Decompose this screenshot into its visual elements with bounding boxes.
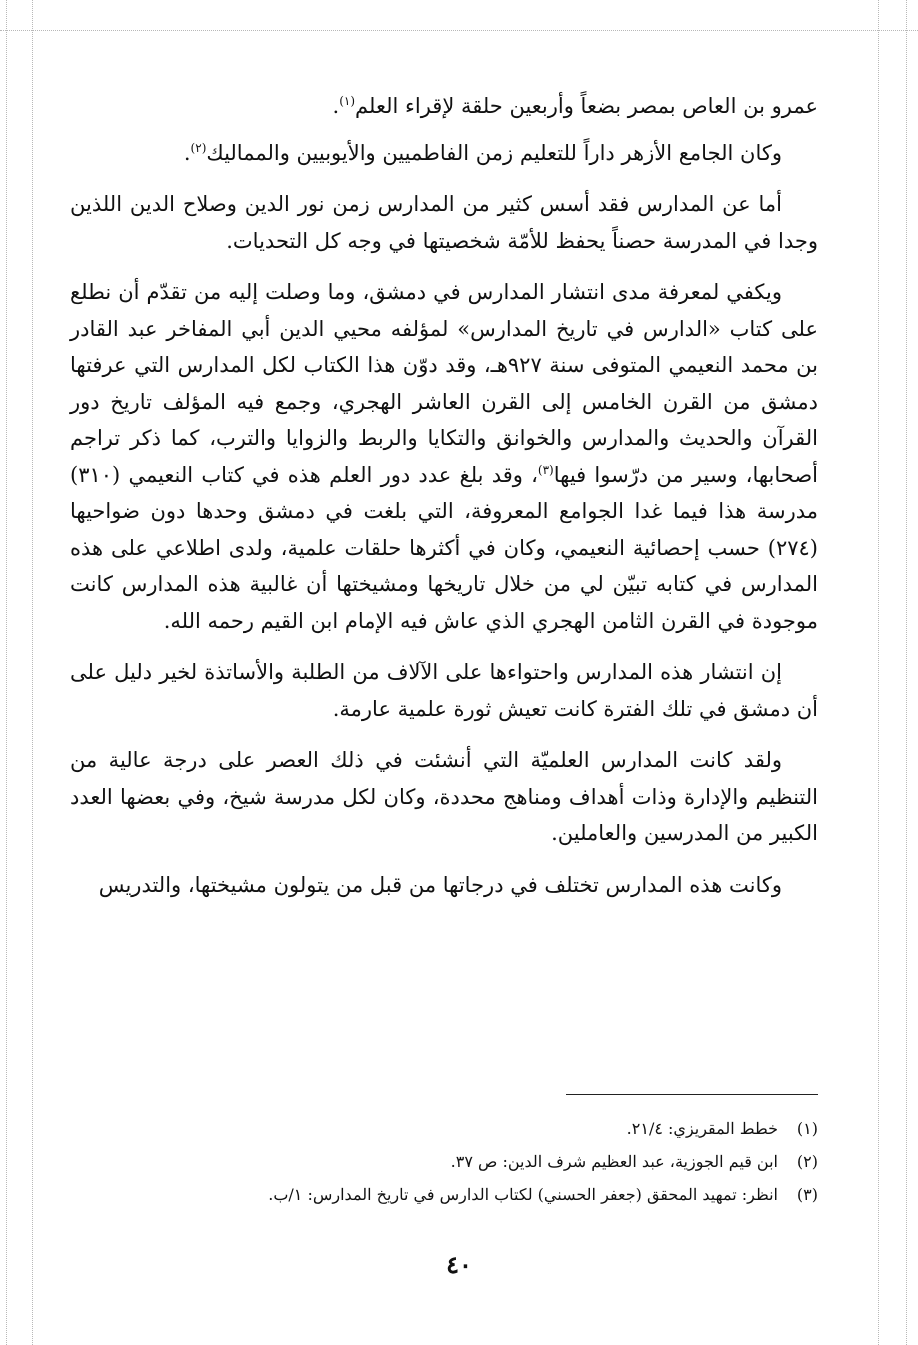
paragraph-2: وكان الجامع الأزهر داراً للتعليم زمن الفاطميين والأيوبيين والمماليك$^{(٢)}$. (183, 140, 782, 165)
footnote-text: خطط المقريزي: ٢١/٤. (626, 1119, 778, 1138)
main-text (70, 88, 818, 918)
page-number: ٤٠ (446, 1250, 472, 1279)
footnote-ref-1: (١) (339, 94, 356, 108)
footnote-ref-3: (٣) (537, 462, 554, 477)
paragraph-3: أما عن المدارس فقد أسس كثير من المدارس زمن نور الدين وصلاح الدين اللذين وجدا في المدرسة حصناً يحفظ للأمّة شخصيتها في وجه كل التحديات. (70, 192, 818, 253)
footnote-1 (70, 1112, 818, 1145)
scan-guide-right (906, 0, 907, 1345)
footnote-separator (566, 1094, 818, 1095)
footnote-ref-2: (٢) (190, 140, 207, 155)
paragraph-7: وكانت هذه المدارس تختلف في درجاتها من قبل من يتولون مشيختها، والتدريس (98, 872, 782, 897)
footnotes (70, 1112, 818, 1211)
footnote-text: انظر: تمهيد المحقق (جعفر الحسني) لكتاب الدارس في تاريخ المدارس: ١/ب. (268, 1185, 778, 1204)
paragraph-1: عمرو بن العاص بمصر بضعاً وأربعين حلقة لإقراء العلم$^{(١)}$. (332, 94, 818, 118)
paragraph-5: إن انتشار هذه المدارس واحتواءها على الآلاف من الطلبة والأساتذة لخير دليل على أن دمشق في تلك الفترة كانت تعيش ثورة علمية عارمة. (70, 660, 818, 721)
footnote-number: (١) (796, 1119, 818, 1138)
scan-guide-left-inner (32, 0, 33, 1345)
footnote-text: ابن قيم الجوزية، عبد العظيم شرف الدين: ص ٣٧. (450, 1152, 778, 1171)
paragraph-4: ويكفي لمعرفة مدى انتشار المدارس في دمشق، وما وصلت إليه من تقدّم أن نطلع على كتاب «الدارس في تاريخ المدارس» لمؤلفه محيي الدين أبي المفاخر عبد القادر بن محمد النعيمي المتوفى سنة ٩٢٧هـ، وقد دوّن هذا الكتاب لكل المدارس التي عرفتها دمشق من القرن الخامس إلى القرن العاشر الهجري، وجمع فيه المؤلف تاريخ دور القرآن والحديث والمدارس والخوانق والتكايا والربط والزوايا والترب، كما ذكر تراجم أصحابها، وسير من درّسوا فيها$^{(٣)}$، وقد بلغ عدد دور العلم هذه في كتاب النعيمي (٣١٠) مدرسة هذا فيما غدا الجوامع المعروفة، التي بلغت في دمشق وحدها دون ضواحيها (٢٧٤) حسب إحصائية النعيمي، وكان في أكثرها حلقات علمية، ولدى اطلاعي على هذه المدارس في كتابه تبيّن لي من خلال تاريخها ومشيختها أن غالبية هذه المدارس كانت موجودة في القرن الثامن الهجري الذي عاش فيه الإمام ابن القيم رحمه الله. (70, 280, 818, 633)
footnote-number: (٣) (796, 1185, 818, 1204)
scan-guide-right-inner (878, 0, 879, 1345)
footnote-3 (70, 1178, 818, 1211)
paragraph-6: ولقد كانت المدارس العلميّة التي أنشئت في ذلك العصر على درجة عالية من التنظيم والإدارة وذات أهداف ومناهج محددة، وكان لكل مدرسة شيخ، وفي بعضها العدد الكبير من المدرسين والعاملين. (70, 748, 818, 845)
scan-guide-top (0, 30, 918, 31)
footnote-number: (٢) (796, 1152, 818, 1171)
scan-guide-left (6, 0, 7, 1345)
footnote-2 (70, 1145, 818, 1178)
